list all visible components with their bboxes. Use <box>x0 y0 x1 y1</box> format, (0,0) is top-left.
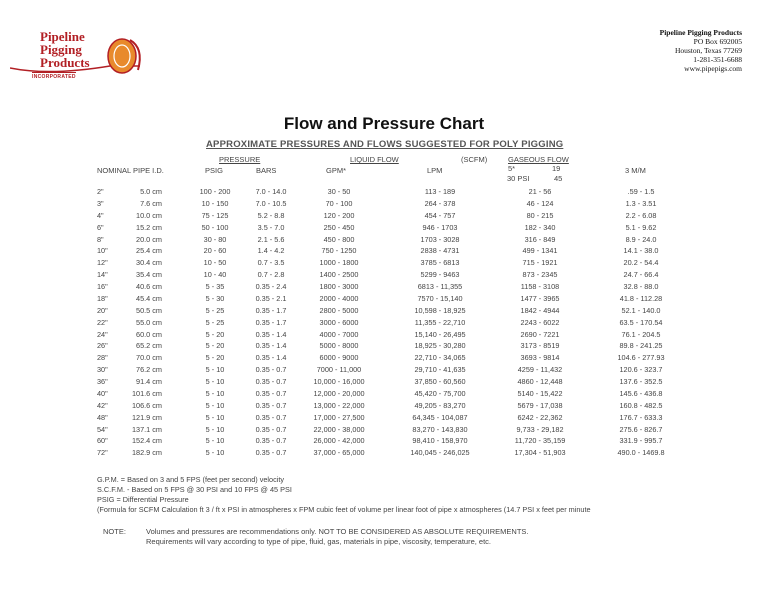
cell-bars: 0.35 - 0.7 <box>255 412 287 422</box>
table-row <box>0 270 768 280</box>
cell-gpm: 5000 - 8000 <box>319 341 359 351</box>
table-row <box>0 341 768 351</box>
cell-gpm: 37,000 - 65,000 <box>313 448 365 458</box>
cell-bars: 0.35 - 1.7 <box>255 305 287 315</box>
cell-psig: 5 - 10 <box>205 388 225 398</box>
cell-cm: 10.0 cm <box>136 210 162 220</box>
cell-scfm: 5679 - 17,038 <box>517 400 563 410</box>
company-address <box>660 28 742 73</box>
cell-bars: 1.4 - 4.2 <box>257 246 285 256</box>
cell-mm: 41.8 - 112.28 <box>619 293 663 303</box>
cell-nom: 28" <box>97 353 108 363</box>
address-phone: 1-281-351-6688 <box>693 55 742 64</box>
cell-bars: 0.35 - 0.7 <box>255 424 287 434</box>
cell-lpm: 113 - 189 <box>424 187 456 196</box>
cell-mm: 24.7 - 66.4 <box>623 270 659 280</box>
cell-lpm: 5299 - 9463 <box>420 270 460 280</box>
cell-gpm: 7000 - 11,000 <box>316 365 362 375</box>
cell-bars: 0.35 - 1.4 <box>255 329 287 339</box>
cell-nom: 54" <box>97 424 108 434</box>
cell-scfm: 80 - 215 <box>526 210 554 220</box>
cell-cm: 30.4 cm <box>136 258 162 268</box>
table-row <box>0 211 768 221</box>
cell-mm: 8.9 - 24.0 <box>625 234 657 244</box>
cell-mm: 120.6 - 323.7 <box>619 365 663 375</box>
cell-scfm: 9,733 - 29,182 <box>516 424 564 434</box>
cell-bars: 0.7 - 2.8 <box>257 270 285 280</box>
cell-nom: 10" <box>97 246 108 256</box>
cell-bars: 0.35 - 2.4 <box>255 282 287 292</box>
cell-lpm: 140,045 - 246,025 <box>410 448 470 458</box>
cell-scfm: 1158 - 3108 <box>520 282 560 292</box>
cell-mm: 145.6 - 436.8 <box>619 388 663 398</box>
cell-cm: 45.4 cm <box>136 293 162 303</box>
table-row <box>0 401 768 411</box>
cell-bars: 5.2 - 8.8 <box>257 210 285 220</box>
cell-bars: 0.35 - 0.7 <box>255 377 287 387</box>
table-row <box>0 318 768 328</box>
cell-scfm: 3173 - 8519 <box>520 341 560 351</box>
cell-nom: 48" <box>97 412 108 422</box>
footnote-formula: (Formula for SCFM Calculation ft 3 / ft x PSI in atmospheres x FPM cubic feet of volume per linear foot of pipe x atmospheres (14.7 PSI x feet per minute <box>97 505 591 514</box>
cell-lpm: 37,850 - 60,560 <box>414 377 466 387</box>
cell-nom: 60" <box>97 436 108 446</box>
footnote-scfm: S.C.F.M. - Based on 5 FPS @ 30 PSI and 10 FPS @ 45 PSI <box>97 485 292 494</box>
cell-lpm: 49,205 - 83,270 <box>414 400 466 410</box>
cell-nom: 26" <box>97 341 108 351</box>
cell-psig: 5 - 20 <box>205 353 225 363</box>
header-5-star: 5* <box>508 164 516 173</box>
cell-nom: 30" <box>97 365 108 375</box>
cell-psig: 5 - 10 <box>205 448 225 458</box>
cell-psig: 5 - 10 <box>205 377 225 387</box>
cell-nom: 14" <box>97 270 108 280</box>
cell-psig: 30 - 80 <box>203 234 227 244</box>
cell-bars: 3.5 - 7.0 <box>257 222 285 232</box>
cell-bars: 0.35 - 1.4 <box>255 353 287 363</box>
cell-nom: 20" <box>97 305 108 315</box>
cell-scfm: 4860 - 12,448 <box>517 377 563 387</box>
cell-mm: 176.7 - 633.3 <box>619 412 663 422</box>
cell-scfm: 715 - 1921 <box>522 258 558 268</box>
cell-cm: 25.4 cm <box>136 246 162 256</box>
cell-cm: 70.0 cm <box>136 353 162 363</box>
address-web: www.pipepigs.com <box>684 64 742 73</box>
cell-nom: 24" <box>97 329 108 339</box>
cell-bars: 0.35 - 1.7 <box>255 317 287 327</box>
table-row <box>0 448 768 458</box>
cell-scfm: 11,720 - 35,159 <box>514 436 566 446</box>
cell-scfm: 6242 - 22,362 <box>517 412 563 422</box>
cell-psig: 5 - 10 <box>205 400 225 410</box>
cell-psig: 50 - 100 <box>201 222 229 232</box>
cell-cm: 20.0 cm <box>136 234 162 244</box>
table-row <box>0 436 768 446</box>
cell-psig: 5 - 10 <box>205 436 225 446</box>
cell-cm: 5.0 cm <box>140 187 162 196</box>
cell-nom: 18" <box>97 293 108 303</box>
cell-psig: 20 - 60 <box>203 246 227 256</box>
cell-scfm: 5140 - 15,422 <box>517 388 563 398</box>
note-label: NOTE: <box>103 527 126 536</box>
cell-lpm: 18,925 - 30,280 <box>414 341 466 351</box>
cell-lpm: 3785 - 6813 <box>420 258 460 268</box>
header-gaseous-flow: GASEOUS FLOW <box>508 155 569 164</box>
cell-lpm: 264 - 378 <box>424 198 456 208</box>
table-row <box>0 187 768 197</box>
cell-gpm: 13,000 - 22,000 <box>313 400 365 410</box>
address-city: Houston, Texas 77269 <box>674 46 742 55</box>
cell-cm: 91.4 cm <box>136 377 162 387</box>
cell-nom: 42" <box>97 400 108 410</box>
cell-cm: 60.0 cm <box>136 329 162 339</box>
cell-mm: 137.6 - 352.5 <box>619 377 663 387</box>
footnote-gpm: G.P.M. = Based on 3 and 5 FPS (feet per second) velocity <box>97 475 285 484</box>
table-subtitle: APPROXIMATE PRESSURES AND FLOWS SUGGESTED FOR POLY PIGGING <box>206 139 564 150</box>
cell-scfm: 1842 - 4944 <box>520 305 560 315</box>
cell-bars: 0.7 - 3.5 <box>257 258 285 268</box>
cell-lpm: 946 - 1703 <box>422 222 458 232</box>
cell-gpm: 4000 - 7000 <box>319 329 359 339</box>
company-logo <box>10 26 150 86</box>
cell-gpm: 1400 - 2500 <box>319 270 359 280</box>
cell-cm: 152.4 cm <box>131 436 162 446</box>
cell-gpm: 3000 - 6000 <box>319 317 359 327</box>
cell-cm: 7.6 cm <box>140 198 162 208</box>
cell-scfm: 17,304 - 51,903 <box>514 448 566 458</box>
cell-gpm: 250 - 450 <box>323 222 355 232</box>
cell-lpm: 83,270 - 143,830 <box>412 424 468 434</box>
header-mm: 3 M/M <box>625 166 646 175</box>
cell-lpm: 15,140 - 26,495 <box>414 329 466 339</box>
cell-psig: 5 - 25 <box>205 305 225 315</box>
cell-bars: 0.35 - 2.1 <box>255 293 287 303</box>
cell-bars: 7.0 - 10.5 <box>255 198 287 208</box>
cell-mm: 104.6 - 277.93 <box>617 353 665 363</box>
cell-nom: 36" <box>97 377 108 387</box>
address-po-box: PO Box 692005 <box>693 37 742 46</box>
cell-psig: 5 - 10 <box>205 412 225 422</box>
cell-cm: 101.6 cm <box>131 388 162 398</box>
cell-scfm: 21 - 56 <box>528 187 552 196</box>
logo-line-3: Products <box>40 55 90 70</box>
cell-gpm: 12,000 - 20,000 <box>313 388 365 398</box>
note-line-2: Requirements will vary according to type of pipe, fluid, gas, materials in pipe, viscosity, temperature, etc. <box>146 537 492 546</box>
cell-cm: 15.2 cm <box>136 222 162 232</box>
cell-psig: 10 - 150 <box>201 198 229 208</box>
table-row <box>0 425 768 435</box>
cell-bars: 0.35 - 0.7 <box>255 436 287 446</box>
cell-lpm: 45,420 - 75,700 <box>414 388 466 398</box>
cell-lpm: 29,710 - 41,635 <box>414 365 466 375</box>
cell-lpm: 6813 - 11,355 <box>417 282 463 292</box>
note-line-1: Volumes and pressures are recommendations only. NOT TO BE CONSIDERED AS ABSOLUTE REQUIREMENTS. <box>146 527 529 536</box>
cell-mm: 490.0 - 1469.8 <box>617 448 665 458</box>
footnote-psig: PSIG = Differential Pressure <box>97 495 189 504</box>
logo-incorporated: INCORPORATED <box>32 74 76 80</box>
cell-gpm: 10,000 - 16,000 <box>313 377 365 387</box>
cell-bars: 7.0 - 14.0 <box>255 187 287 196</box>
table-row <box>0 413 768 423</box>
cell-gpm: 6000 - 9000 <box>319 353 359 363</box>
cell-nom: 6" <box>97 222 104 232</box>
cell-cm: 65.2 cm <box>136 341 162 351</box>
cell-scfm: 4259 - 11,432 <box>517 365 563 375</box>
cell-lpm: 11,355 - 22,710 <box>414 317 466 327</box>
table-row <box>0 199 768 209</box>
cell-bars: 0.35 - 0.7 <box>255 400 287 410</box>
cell-nom: 4" <box>97 210 104 220</box>
cell-bars: 0.35 - 0.7 <box>255 388 287 398</box>
cell-mm: 32.8 - 88.0 <box>623 282 659 292</box>
header-lpm: LPM <box>427 166 443 175</box>
logo-line-1: Pipeline <box>40 29 85 44</box>
cell-gpm: 30 - 50 <box>327 187 351 196</box>
footnotes <box>97 475 591 515</box>
cell-scfm: 316 - 849 <box>524 234 556 244</box>
header-pressure: PRESSURE <box>219 155 261 164</box>
cell-mm: 20.2 - 54.4 <box>623 258 659 268</box>
cell-gpm: 17,000 - 27,500 <box>313 412 365 422</box>
table-row <box>0 377 768 387</box>
logo-line-2: Pigging <box>40 42 82 57</box>
note-text <box>146 527 529 547</box>
cell-gpm: 70 - 100 <box>325 198 353 208</box>
cell-psig: 5 - 10 <box>205 424 225 434</box>
table-row <box>0 353 768 363</box>
cell-gpm: 22,000 - 38,000 <box>313 424 365 434</box>
cell-nom: 16" <box>97 282 108 292</box>
cell-mm: 5.1 - 9.62 <box>625 222 657 232</box>
table-row <box>0 246 768 256</box>
cell-cm: 55.0 cm <box>136 317 162 327</box>
cell-nom: 22" <box>97 317 108 327</box>
header-bars: BARS <box>256 166 277 175</box>
cell-gpm: 120 - 200 <box>323 210 355 220</box>
cell-lpm: 1703 - 3028 <box>420 234 460 244</box>
header-scfm: (SCFM) <box>461 155 488 164</box>
cell-psig: 5 - 20 <box>205 329 225 339</box>
cell-gpm: 2800 - 5000 <box>319 305 359 315</box>
cell-cm: 50.5 cm <box>136 305 162 315</box>
table-row <box>0 294 768 304</box>
cell-nom: 72" <box>97 448 108 458</box>
header-nominal-pipe: NOMINAL PIPE I.D. <box>97 166 164 175</box>
cell-lpm: 454 - 757 <box>424 210 456 220</box>
cell-bars: 0.35 - 0.7 <box>255 448 287 458</box>
cell-mm: 275.6 - 826.7 <box>619 424 663 434</box>
cell-mm: .59 - 1.5 <box>627 187 655 196</box>
cell-scfm: 1477 - 3965 <box>520 293 560 303</box>
table-row <box>0 258 768 268</box>
cell-mm: 76.1 - 204.5 <box>621 329 661 339</box>
cell-psig: 5 - 30 <box>205 293 225 303</box>
cell-mm: 2.2 - 6.08 <box>625 210 657 220</box>
cell-mm: 331.9 - 995.7 <box>619 436 663 446</box>
header-liquid-flow: LIQUID FLOW <box>350 155 399 164</box>
cell-nom: 8" <box>97 234 104 244</box>
cell-scfm: 182 - 340 <box>524 222 556 232</box>
cell-mm: 14.1 - 38.0 <box>623 246 659 256</box>
header-psig: PSIG <box>205 166 223 175</box>
cell-gpm: 26,000 - 42,000 <box>313 436 365 446</box>
cell-nom: 40" <box>97 388 108 398</box>
cell-scfm: 46 - 124 <box>526 198 554 208</box>
cell-cm: 35.4 cm <box>136 270 162 280</box>
table-row <box>0 365 768 375</box>
header-30-psi: 30 PSI <box>507 174 530 183</box>
cell-bars: 0.35 - 0.7 <box>255 365 287 375</box>
cell-gpm: 2000 - 4000 <box>319 293 359 303</box>
cell-psig: 75 - 125 <box>201 210 229 220</box>
cell-psig: 5 - 20 <box>205 341 225 351</box>
cell-lpm: 2838 - 4731 <box>420 246 460 256</box>
cell-bars: 0.35 - 1.4 <box>255 341 287 351</box>
cell-psig: 10 - 40 <box>203 270 227 280</box>
cell-cm: 137.1 cm <box>131 424 162 434</box>
cell-psig: 5 - 35 <box>205 282 225 292</box>
cell-lpm: 7570 - 15,140 <box>417 293 463 303</box>
cell-cm: 76.2 cm <box>136 365 162 375</box>
cell-nom: 12" <box>97 258 108 268</box>
cell-lpm: 10,598 - 18,925 <box>414 305 466 315</box>
cell-cm: 182.9 cm <box>131 448 162 458</box>
cell-scfm: 3693 - 9814 <box>520 353 560 363</box>
table-row <box>0 330 768 340</box>
cell-cm: 40.6 cm <box>136 282 162 292</box>
cell-gpm: 1800 - 3000 <box>319 282 359 292</box>
cell-nom: 3" <box>97 198 104 208</box>
cell-psig: 5 - 25 <box>205 317 225 327</box>
table-row <box>0 282 768 292</box>
table-row <box>0 235 768 245</box>
cell-scfm: 499 - 1341 <box>522 246 558 256</box>
table-row <box>0 389 768 399</box>
cell-scfm: 2243 - 6022 <box>520 317 560 327</box>
cell-scfm: 2690 - 7221 <box>520 329 560 339</box>
address-company: Pipeline Pigging Products <box>659 28 742 37</box>
cell-scfm: 873 - 2345 <box>522 270 558 280</box>
header-gpm: GPM* <box>326 166 347 175</box>
cell-mm: 160.8 - 482.5 <box>619 400 663 410</box>
table-row <box>0 223 768 233</box>
cell-cm: 121.9 cm <box>131 412 162 422</box>
cell-bars: 2.1 - 5.6 <box>257 234 285 244</box>
cell-lpm: 64,345 - 104,087 <box>412 412 468 422</box>
header-19: 19 <box>552 164 561 173</box>
cell-gpm: 750 - 1250 <box>321 246 357 256</box>
cell-gpm: 450 - 800 <box>323 234 355 244</box>
cell-psig: 10 - 50 <box>203 258 227 268</box>
cell-lpm: 22,710 - 34,065 <box>414 353 466 363</box>
page-title: Flow and Pressure Chart <box>283 114 485 133</box>
cell-mm: 89.8 - 241.25 <box>619 341 663 351</box>
table-row <box>0 306 768 316</box>
cell-lpm: 98,410 - 158,970 <box>412 436 468 446</box>
cell-mm: 1.3 - 3.51 <box>625 198 657 208</box>
header-45: 45 <box>554 174 563 183</box>
cell-mm: 52.1 - 140.0 <box>621 305 661 315</box>
cell-psig: 5 - 10 <box>205 365 225 375</box>
cell-gpm: 1000 - 1800 <box>319 258 359 268</box>
cell-cm: 106.6 cm <box>131 400 162 410</box>
cell-psig: 100 - 200 <box>199 187 231 196</box>
cell-mm: 63.5 - 170.54 <box>619 317 663 327</box>
cell-nom: 2" <box>97 187 104 196</box>
